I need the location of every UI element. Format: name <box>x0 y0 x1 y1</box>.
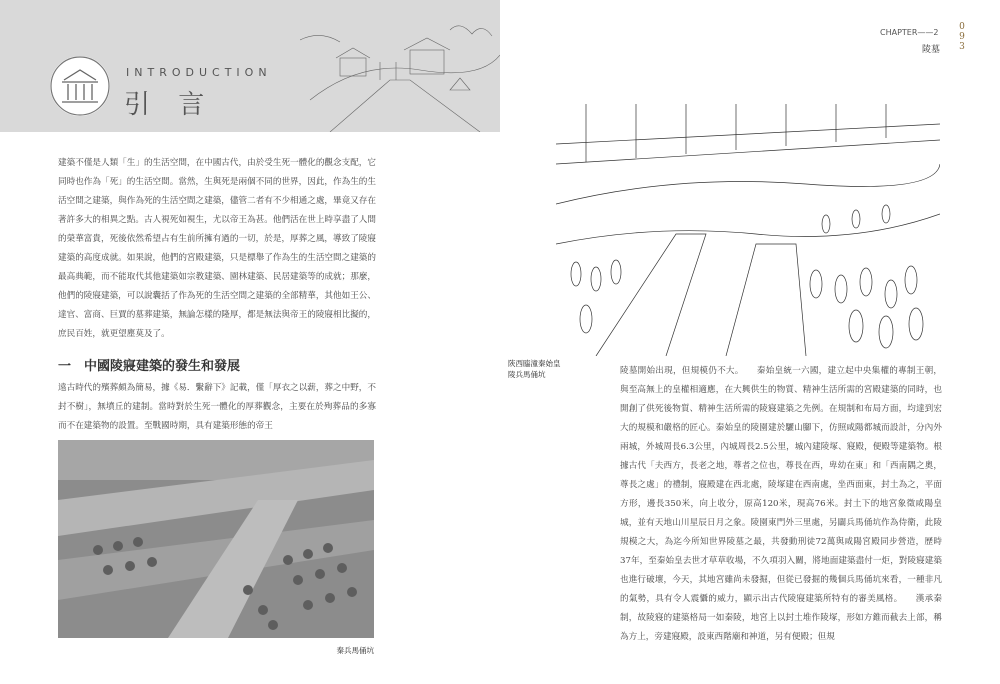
chapter-label: CHAPTER——2 <box>880 28 939 37</box>
terracotta-pit-photo <box>58 440 374 638</box>
introduction-label: INTRODUCTION <box>126 66 272 79</box>
header-band <box>0 0 500 132</box>
section-paragraph: 遠古時代的殯葬頗為簡易，據《易．繫辭下》記載，僅「厚衣之以薪，葬之中野，不封不樹」，無墳丘的建制。當時對於生死一體化的厚葬觀念，主要在於殉葬品的多寡而不在建築物的設置。至戰國時期，具有建築形態的帝王 <box>58 383 376 431</box>
tomb-gate-sketch <box>300 0 500 132</box>
sketch-caption: 陝西臨潼秦始皇陵兵馬俑坑 <box>508 359 561 379</box>
chapter-subtitle: 陵墓 <box>922 45 941 55</box>
building-emblem-icon <box>50 56 110 116</box>
section-heading: 一 中國陵寢建築的發生和發展 <box>58 359 241 374</box>
right-page <box>500 0 1000 684</box>
photo-caption: 秦兵馬俑坑 <box>336 646 374 655</box>
intro-paragraph: 建築不僅是人類「生」的生活空間，在中國古代，由於受生死一體化的觀念支配，它同時也作為「死」的生活空間。當然，生與死是兩個不同的世界，因此，作為生的生活空間之建築，與作為死的生活空間之建築，儘管二者有不少相通之處，畢竟又存在著許多大的相異之點。古人視死如視生，尤以帝王為甚。他們活在世上時享盡了人間的榮華富貴，死後依然希望占有生前所擁有過的一切，於是，厚葬之風，導致了陵寢建築的高度成就。如果說，他們的宮殿建築，只是標舉了作為生的生活空間之建築的最高典範，而不能取代其他建築如宗教建築、園林建築、民居建築等的成就；那麼，他們的陵寢建築，可以說囊括了作為死的生活空間之建築的全部精華，其他如王公、達官、富商、巨賈的墓葬建築，無論怎樣的隆厚，都是無法與帝王的陵寢相比擬的，庶民百姓，就更望塵莫及了。 <box>58 158 376 339</box>
terracotta-pit-sketch <box>556 104 940 356</box>
main-paragraph: 陵墓開始出現，但規模仍不大。 秦始皇統一六國，建立起中央集權的專制王朝，與至高無上的皇權相適應，在大興供生的物質、精神生活所需的宮殿建築的同時，也開創了供死後物質、精神生活所需的陵寢建築之先例。在規制和布局方面，均達到宏大的規模和嚴格的匠心。秦始皇的陵園建於驪山腳下，仿照咸陽都城而設計，分內外兩城，外城周長6.3公里，內城周長2.5公里，城內建陵塚、寢殿，便殿等建築物。根據古代「夫西方，長老之地，尊者之位也，尊長在西，卑幼在東」和「西南隅之奧，尊長之處」的禮制，寢殿建在西北處，陵塚建在西南處，坐西面東，封土為之，平面方形，邊長350米，向上收分，原高120米，現高76米。封土下的地宮象徵咸陽皇城，並有天地山川星辰日月之象。陵園東門外三里處，另闢兵馬俑坑作為侍衛，此陵規模之大，為迄今所知世界陵墓之最，共發動刑徒72萬與咸陽宮殿同步營造，歷時37年，至秦始皇去世才草草收場，不久項羽入關，將地面建築盡付一炬，對陵寢建築也進行破壞，今天，其地宮雖尚未發掘，但從已發掘的幾個兵馬俑坑來看，一種非凡的氣勢，具有令人震懾的威力，顯示出古代陵寢建築所特有的審美風格。 漢承秦制，故陵寢的建築格局一如秦陵，地宮上以封土堆作陵塚，形如方錐而截去上部，稱為方上，旁建寢殿，設東西階廟和神道，另有便殿；但規 <box>620 366 942 642</box>
introduction-title: 引 言 <box>124 90 215 120</box>
page-number: 0 9 3 <box>959 22 965 52</box>
